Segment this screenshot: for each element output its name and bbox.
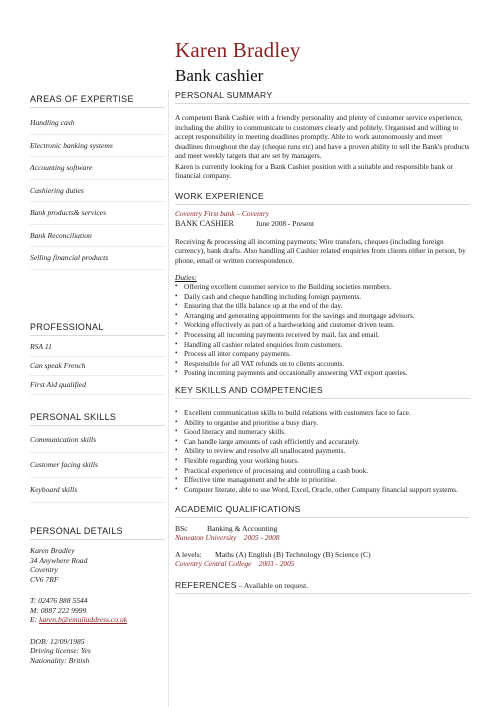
- expertise-item: Cashiering duties: [30, 180, 165, 203]
- personal-info-block: [30, 637, 165, 666]
- references-text: – Available on request.: [236, 581, 309, 591]
- list-item: • Good literacy and numeracy skills.: [175, 427, 470, 437]
- list-item: • Daily cash and cheque handling including foreign payments.: [175, 292, 470, 302]
- alevels-row: [175, 550, 470, 559]
- list-item: • Practical experience of processing and controlling a cash book.: [175, 466, 470, 476]
- list-item: • Process all inter company payments.: [175, 349, 470, 359]
- list-item: • Ensuring that the tills balance up at the end of the day.: [175, 301, 470, 311]
- key-skills-list: [175, 408, 470, 494]
- alevels-subjects: Maths (A) English (B) Technology (B) Science (C): [215, 550, 371, 560]
- professional-section: [30, 322, 165, 389]
- column-divider: [168, 90, 169, 707]
- summary-paragraph: A competent Bank Cashier with a friendly personality and plenty of customer service experience, including the ability to communicate to customers clearly and politely. Organised and willing to accept responsibility in meeting deadlines promptly. Able to work autonomously and meet deadlines throughout the day (cheque runs etc) and have a proven ability to sell the Bank's products and meet weekly targets that are set by managers.: [175, 113, 470, 160]
- nationality: Nationality: British: [30, 655, 90, 665]
- role-line: [175, 219, 470, 228]
- summary-paragraph: Karen is currently looking for a Bank Cashier position with a suitable and responsible bank or financial company.: [175, 161, 454, 180]
- list-item: • Working effectively as part of a hardworking and customer driven team.: [175, 320, 470, 330]
- details-section: [30, 526, 165, 665]
- job-title: Bank cashier: [175, 66, 264, 85]
- key-skills-heading: KEY SKILLS AND COMPETENCIES: [175, 385, 470, 399]
- list-item: • Ability to review and resolve all unallocated payments.: [175, 446, 470, 456]
- professional-item: RSA 11: [30, 338, 165, 357]
- expertise-item: Accounting software: [30, 157, 165, 180]
- expertise-item: Electronic banking systems: [30, 135, 165, 158]
- details-heading: PERSONAL DETAILS: [30, 526, 165, 540]
- address-line: Karen Bradley: [30, 546, 75, 555]
- role-title: BANK CASHIER: [175, 218, 234, 228]
- experience-heading: WORK EXPERIENCE: [175, 191, 470, 205]
- address-line: CV6 7RF: [30, 574, 59, 584]
- education-heading: ACADEMIC QUALIFICATIONS: [175, 504, 470, 518]
- bsc-years: 2005 - 2008: [243, 533, 280, 543]
- bsc-subject: Banking & Accounting: [207, 524, 278, 534]
- skill-item: Keyboard skills: [30, 478, 165, 503]
- professional-heading: PROFESSIONAL: [30, 322, 165, 336]
- email-prefix: E:: [30, 615, 40, 624]
- expertise-item: Bank products& services: [30, 202, 165, 225]
- alevels-school-line: [175, 559, 470, 568]
- address-block: [30, 546, 165, 584]
- role-description: Receiving & processing all incoming payments; Wire transfers, cheques (including foreign currency), bank drafts. Also handling all Cashier related enquiries from clients either in person, by phone, email or written correspondence.: [175, 236, 466, 265]
- professional-item: First Aid qualified: [30, 376, 165, 395]
- expertise-section: [30, 94, 165, 294]
- address-line: 34 Anywhere Road: [30, 555, 88, 565]
- alevels-label: A levels:: [175, 550, 202, 560]
- professional-item: Can speak French: [30, 357, 165, 376]
- bsc-school-line: [175, 533, 470, 542]
- skill-item: Communication skills: [30, 428, 165, 453]
- bsc-row: [175, 524, 470, 533]
- list-item: • Offering excellent customer service to the Building societies members.: [175, 282, 470, 292]
- list-item: • Can handle large amounts of cash efficiently and accurately.: [175, 437, 470, 447]
- expertise-item: Bank Reconciliation: [30, 225, 165, 248]
- skills-heading: PERSONAL SKILLS: [30, 412, 165, 426]
- list-item: • Effective time management and be able to prioritise.: [175, 475, 470, 485]
- mobile: M: 0887 222 9999: [30, 605, 87, 615]
- main-content: [175, 90, 470, 594]
- skill-item: Customer facing skills: [30, 453, 165, 478]
- role-dates: June 2008 - Present: [255, 218, 314, 228]
- driving-license: Driving license: Yes: [30, 646, 91, 655]
- skills-section: [30, 412, 165, 502]
- alevels-school: Coventry Central College: [175, 559, 252, 569]
- contact-block: [30, 596, 165, 625]
- alevels-years: 2003 - 2005: [258, 559, 295, 569]
- duties-label: Duties:: [175, 273, 197, 282]
- employer: Coventry First bank – Coventry: [175, 208, 270, 218]
- list-item: • Excellent communication skills to build relations with customers face to face.: [175, 408, 470, 418]
- bsc-label: BSc: [175, 524, 188, 534]
- list-item: • Ability to organise and prioritise a busy diary.: [175, 418, 470, 428]
- expertise-item: Handling cash: [30, 112, 165, 135]
- duties-list: [175, 282, 470, 378]
- list-item: • Handling all cashier related enquiries from customers.: [175, 340, 470, 350]
- references-line: [175, 580, 470, 594]
- bsc-school: Nuneaton University: [175, 533, 237, 543]
- list-item: • Computer literate, able to use Word, Excel, Oracle, other Company financial support systems.: [175, 485, 470, 495]
- list-item: • Flexible regarding your working hours.: [175, 456, 470, 466]
- email-link[interactable]: karen.b@emailaddress.co.uk: [39, 615, 128, 624]
- list-item: • Responsible for all VAT refunds on to clients accounts.: [175, 359, 470, 369]
- expertise-heading: AREAS OF EXPERTISE: [30, 94, 165, 108]
- email-line: [30, 615, 165, 625]
- expertise-item: Selling financial products: [30, 247, 165, 270]
- candidate-name: Karen Bradley: [175, 38, 301, 62]
- list-item: • Arranging and generating appointments for the savings and mortgage advisors.: [175, 311, 470, 321]
- telephone: T: 02476 888 5544: [30, 596, 88, 605]
- list-item: • Posting incoming payments and occasionally answering VAT export queries.: [175, 368, 470, 378]
- references-heading: REFERENCES: [175, 580, 237, 591]
- list-item: • Processing all incoming payments received by mail, fax and email.: [175, 330, 470, 340]
- sidebar: [30, 94, 165, 665]
- summary-heading: PERSONAL SUMMARY: [175, 90, 470, 104]
- dob: DOB: 12/09/1985: [30, 636, 85, 646]
- address-line: Coventry: [30, 565, 58, 574]
